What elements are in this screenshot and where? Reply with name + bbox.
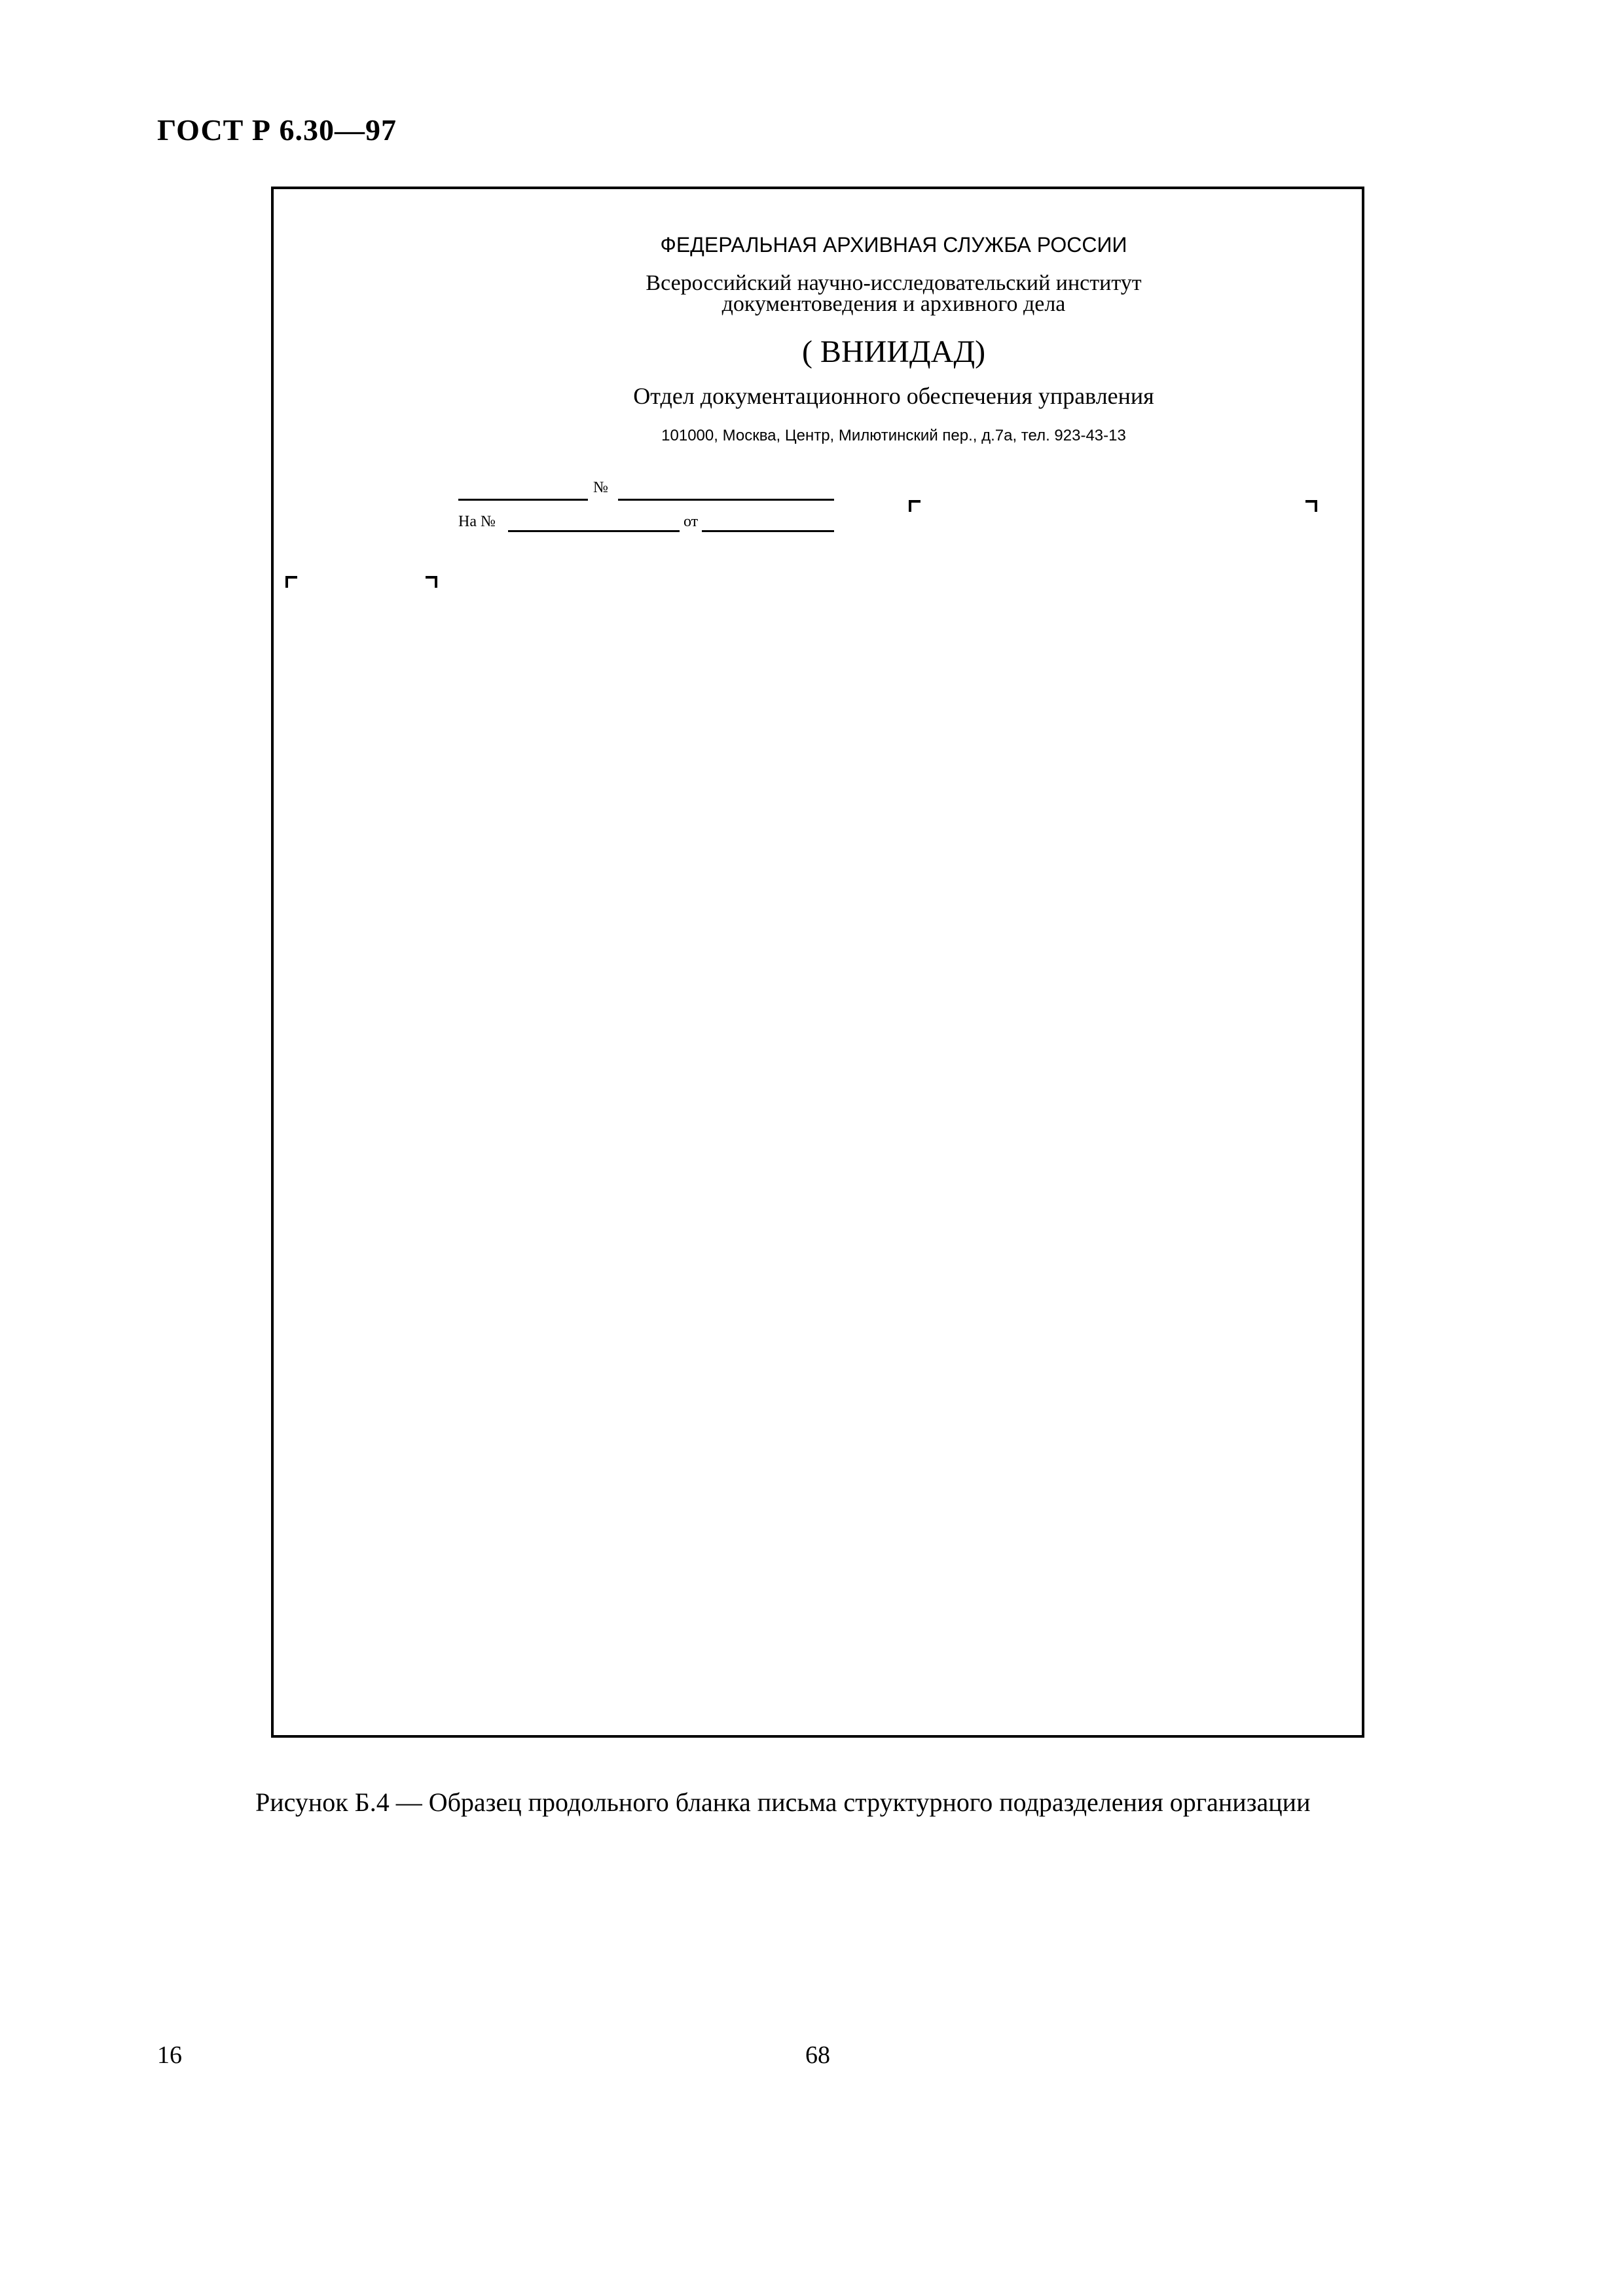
reference-number-label: На № xyxy=(458,513,496,530)
organization-name-line1: Всероссийский научно-исследовательский институт xyxy=(646,271,1142,295)
reference-number-line xyxy=(508,530,680,532)
reference-date-label: от xyxy=(684,513,699,530)
heading-corner-left xyxy=(285,576,297,588)
number-line xyxy=(618,499,834,501)
document-header: ГОСТ Р 6.30—97 xyxy=(157,113,397,147)
organization-abbreviation: ( ВНИИДАД) xyxy=(801,334,986,369)
organization-name-line2: документоведения и архивного дела xyxy=(721,292,1066,316)
addressee-corner-right xyxy=(1305,500,1317,512)
number-sign-label: № xyxy=(593,479,608,496)
addressee-corner-left xyxy=(909,500,921,512)
department-name: Отдел документационного обеспечения управления xyxy=(633,383,1154,409)
page-number-left: 16 xyxy=(157,2041,182,2069)
reference-date-line xyxy=(702,530,834,532)
page-number-center: 68 xyxy=(805,2041,830,2069)
date-line xyxy=(458,499,588,501)
organization-address: 101000, Москва, Центр, Милютинский пер., д.7а, тел. 923-43-13 xyxy=(661,427,1126,444)
agency-name: ФЕДЕРАЛЬНАЯ АРХИВНАЯ СЛУЖБА РОССИИ xyxy=(660,233,1127,257)
heading-corner-right xyxy=(426,576,437,588)
letter-form-frame xyxy=(271,187,1364,1738)
figure-caption: Рисунок Б.4 — Образец продольного бланка письма структурного подразделения организации xyxy=(255,1787,1311,1817)
